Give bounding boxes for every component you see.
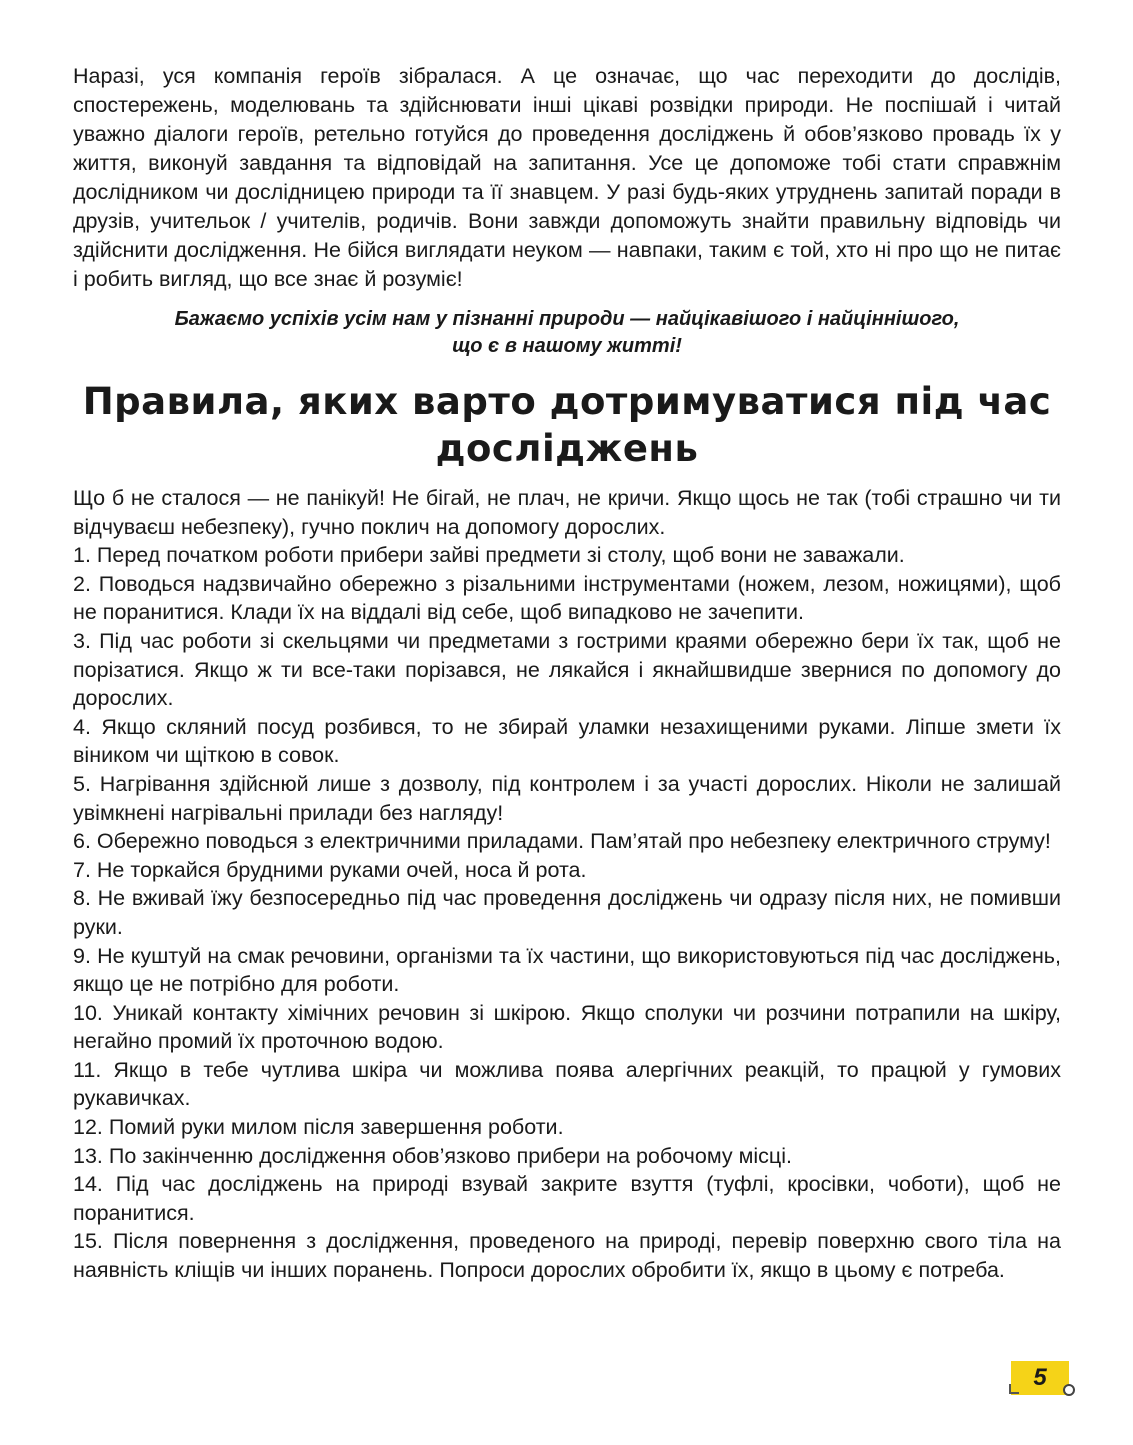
rule-item: 12. Помий руки милом після завершення роботи. [73,1115,564,1140]
wish-text [73,306,1061,360]
rule-item: 11. Якщо в тебе чутлива шкіра чи можлива поява алергічних реакцій, то працюй у гумових рукавичках. [73,1057,1061,1111]
rule-item: 1. Перед початком роботи прибери зайві предмети зі столу, щоб вони не заважали. [73,543,905,568]
rule-item: 6. Обережно поводься з електричними приладами. Пам’ятай про небезпеку електричного струму! [73,829,1051,854]
intro-paragraph: Наразі, уся компанія героїв зібралася. А це означає, що час переходити до дослідів, спостережень, моделювань та здійснювати інші цікаві розвідки природи. Не поспішай і читай уважно діалоги героїв, ретельно готуйся до проведення досліджень й обов’язково провадь їх у життя, виконуй завдання та відповідай на запитання. Усе це допоможе тобі стати справжнім дослідником чи дослідницею природи та її знавцем. У разі будь-яких утруднень запитай поради в друзів, учительок / учителів, родичів. Вони завжди допоможуть знайти правильну відповідь чи здійснити дослідження. Не бійся виглядати неуком — навпаки, таким є той, хто ні про що не питає і робить вигляд, що все знає й розуміє! [73,64,1061,291]
rule-item: 14. Під час досліджень на природі взувай закрите взуття (туфлі, кросівки, чоботи), щоб не поранитися. [73,1172,1061,1225]
rule-general: Що б не сталося — не панікуй! Не бігай, не плач, не кричи. Якщо щось не так (тобі страшно чи ти відчуваєш небезпеку), гучно поклич на допомогу дорослих. [73,486,1061,539]
corner-mark-icon [1009,1384,1019,1394]
section-title-line-2: досліджень [435,427,699,470]
rule-item: 2. Поводься надзвичайно обережно з різальними інструментами (ножем, лезом, ножицями), щоб не поранитися. Клади їх на віддалі від себе, щоб випадково не зачепити. [73,571,1061,625]
rule-item: 10. Уникай контакту хімічних речовин зі шкірою. Якщо сполуки чи розчини потрапили на шкіру, негайно промий їх проточною водою. [73,1000,1061,1054]
page-content [73,62,1061,1285]
circle-mark-icon [1063,1384,1075,1396]
rule-item: 4. Якщо скляний посуд розбився, то не збирай уламки незахищеними руками. Ліпше змети їх віником чи щіткою в совок. [73,714,1061,768]
rule-item: 3. Під час роботи зі скельцями чи предметами з гострими краями обережно бери їх так, щоб не порізатися. Якщо ж ти все-таки порізався, не лякайся і якнайшвидше звернися по допомогу до дорослих. [73,628,1061,711]
section-title-line-1: Правила, яких варто дотримуватися під час [82,380,1052,423]
rule-item: 9. Не куштуй на смак речовини, організми та їх частини, що використовуються під час досліджень, якщо це не потрібно для роботи. [73,943,1061,997]
page-number-badge: 5 [1011,1361,1069,1395]
rule-item: 13. По закінченню дослідження обов’язково прибери на робочому місці. [73,1143,792,1168]
rule-item: 15. Після повернення з дослідження, проведеного на природі, перевір поверхню свого тіла на наявність кліщів чи інших поранень. Попроси дорослих обробити їх, якщо в цьому є потреба. [73,1229,1061,1283]
wish-line-2: що є в нашому житті! [452,335,682,357]
rule-item: 8. Не вживай їжу безпосередньо під час проведення досліджень чи одразу після них, не помивши руки. [73,886,1061,939]
section-title [73,378,1061,472]
rule-item: 5. Нагрівання здійснюй лише з дозволу, під контролем і за участі дорослих. Ніколи не залишай увімкнені нагрівальні прилади без нагляду! [73,771,1061,825]
rules-list [73,484,1061,1285]
wish-line-1: Бажаємо успіхів усім нам у пізнанні природи — найцікавішого і найціннішого, [174,308,960,330]
rule-item: 7. Не торкайся брудними руками очей, носа й рота. [73,857,587,882]
